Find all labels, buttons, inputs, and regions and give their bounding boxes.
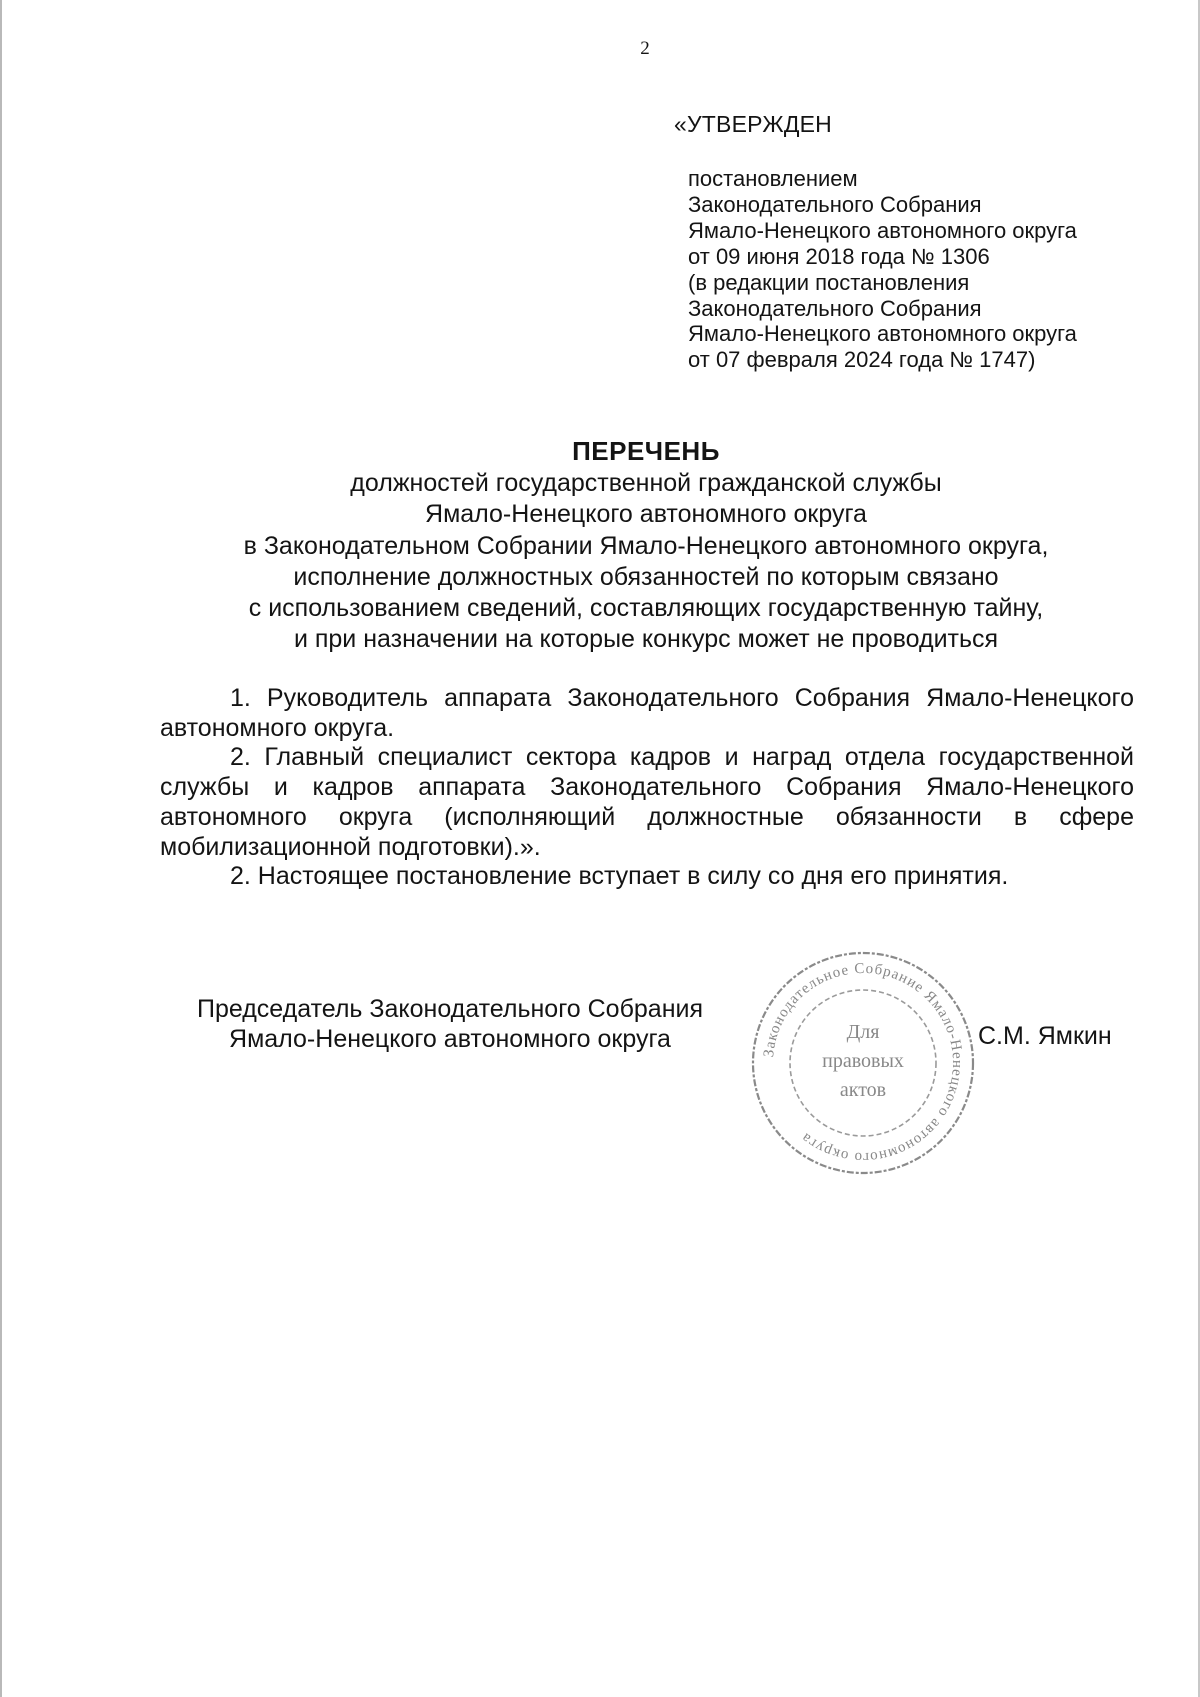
approval-line: Законодательного Собрания (688, 191, 982, 217)
approval-block (688, 166, 1077, 373)
stamp-center-line: правовых (822, 1050, 904, 1072)
approval-heading: «УТВЕРЖДЕН (674, 111, 832, 137)
document-body (160, 684, 1134, 892)
stamp-center-line: актов (839, 1079, 887, 1101)
signer-name: С.М. Ямкин (978, 1022, 1112, 1050)
approval-line: Ямало-Ненецкого автономного округа (688, 217, 1077, 243)
signatory-line: Председатель Законодательного Собрания (196, 995, 704, 1023)
approval-line: от 07 февраля 2024 года № 1747) (688, 347, 1036, 373)
subtitle-line: и при назначении на которые конкурс может не проводиться (293, 625, 999, 654)
document-subtitle (0, 468, 1200, 656)
signatory-position (150, 994, 750, 1054)
signatory-line: Ямало-Ненецкого автономного округа (229, 1025, 671, 1053)
subtitle-line: должностей государственной гражданской службы (350, 469, 942, 497)
page-number: 2 (640, 38, 650, 59)
body-paragraph: 2. Настоящее постановление вступает в силу со дня его принятия. (230, 862, 1009, 891)
subtitle-line: Ямало-Ненецкого автономного округа (425, 500, 867, 529)
stamp-center-line: Для (846, 1021, 880, 1043)
subtitle-line: исполнение должностных обязанностей по которым связано (293, 562, 999, 591)
approval-line: от 09 июня 2018 года № 1306 (688, 243, 990, 269)
subtitle-line: с использованием сведений, составляющих государственную тайну, (248, 594, 1044, 623)
body-paragraph: 1. Руководитель аппарата Законодательного Собрания Ямало-Ненецкого автономного округа. (160, 684, 1134, 742)
approval-line: Ямало-Ненецкого автономного округа (688, 321, 1077, 347)
approval-line: (в редакции постановления (688, 269, 970, 295)
stamp-ring-text: Законодательное Собрание Ямало-Ненецкого автономного округа (761, 960, 966, 1166)
document-title: ПЕРЕЧЕНЬ (572, 436, 720, 466)
approval-line: постановлением (688, 166, 858, 191)
subtitle-line: в Законодательном Собрании Ямало-Ненецкого автономного округа, (243, 531, 1049, 560)
body-paragraph: 2. Главный специалист сектора кадров и наград отдела государственной службы и кадров аппарата Законодательного Собрания Ямало-Ненецкого автономного округа (исполняющий должностные обязанности в сфере мобилизационной подготовки).». (160, 743, 1134, 861)
approval-line: Законодательного Собрания (688, 295, 982, 321)
scan-left-edge (0, 0, 2, 1697)
official-stamp (747, 947, 979, 1179)
